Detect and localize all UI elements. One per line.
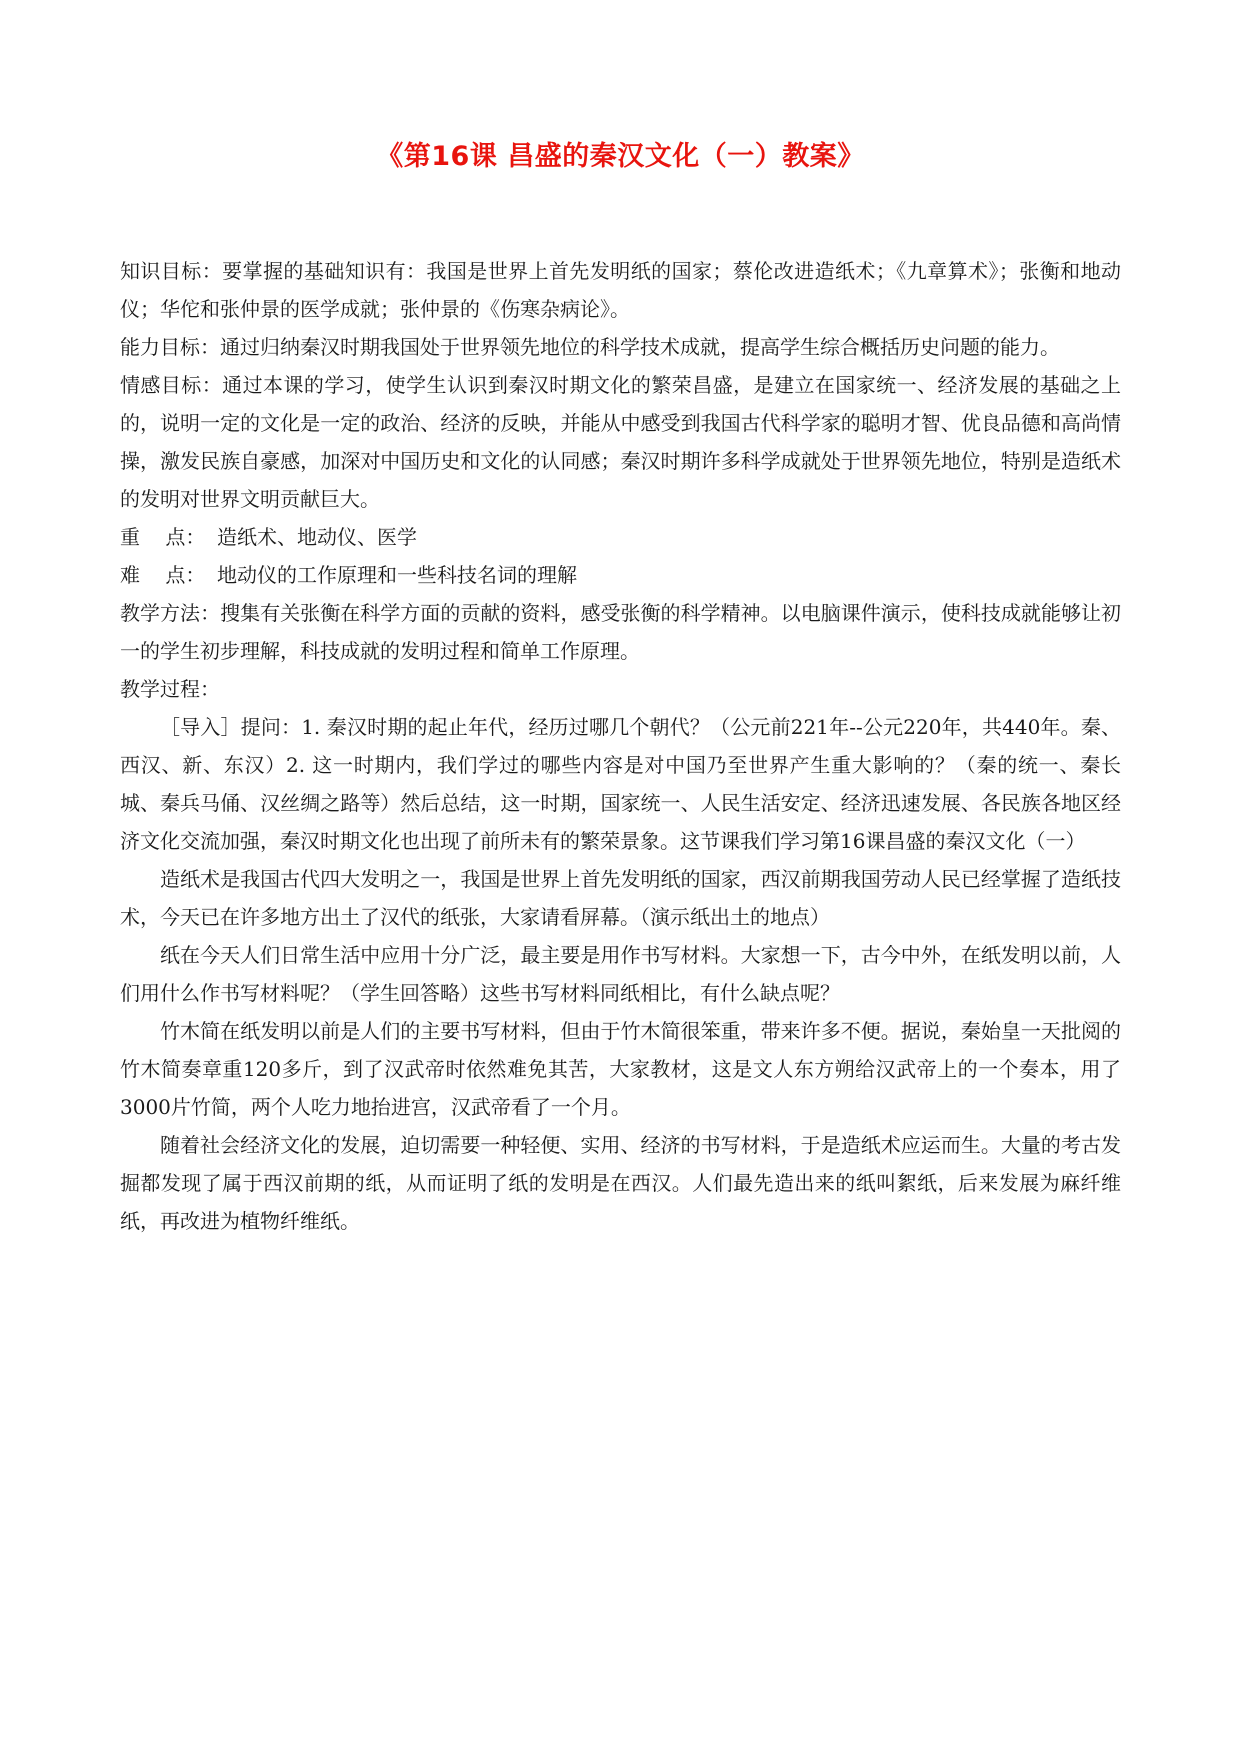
teaching-method: 教学方法：搜集有关张衡在科学方面的贡献的资料，感受张衡的科学精神。以电脑课件演示，使科技成就能够让初一的学生初步理解，科技成就的发明过程和简单工作原理。 — [120, 601, 1121, 663]
teaching-process-heading: 教学过程： — [120, 677, 220, 701]
emotion-objective: 情感目标：通过本课的学习，使学生认识到秦汉时期文化的繁荣昌盛，是建立在国家统一、经济发展的基础之上的，说明一定的文化是一定的政治、经济的反映，并能从中感受到我国古代科学家的聪明才智、优良品德和高尚情操，激发民族自豪感，加深对中国历史和文化的认同感；秦汉时期许多科学成就处于世界领先地位，特别是造纸术的发明对世界文明贡献巨大。 — [120, 373, 1121, 511]
difficulty-label: 难 点： — [120, 563, 206, 587]
key-point-text: 造纸术、地动仪、医学 — [217, 525, 417, 549]
ability-objective: 能力目标：通过归纳秦汉时期我国处于世界领先地位的科学技术成就，提高学生综合概括历史问题的能力。 — [120, 335, 1060, 359]
body-paragraph: 造纸术是我国古代四大发明之一，我国是世界上首先发明纸的国家，西汉前期我国劳动人民已经掌握了造纸技术，今天已在许多地方出土了汉代的纸张，大家请看屏幕。（演示纸出土的地点） — [120, 867, 1121, 929]
key-point — [120, 518, 1121, 556]
key-point-label: 重 点： — [120, 525, 206, 549]
body-paragraph: 竹木简在纸发明以前是人们的主要书写材料，但由于竹木简很笨重，带来许多不便。据说，秦始皇一天批阅的竹木简奏章重120多斤，到了汉武帝时依然难免其苦，大家教材，这是文人东方朔给汉武帝上的一个奏本，用了3000片竹简，两个人吃力地抬进宫，汉武帝看了一个月。 — [120, 1019, 1121, 1119]
knowledge-objective: 知识目标：要掌握的基础知识有：我国是世界上首先发明纸的国家；蔡伦改进造纸术；《九章算术》；张衡和地动仪；华佗和张仲景的医学成就；张仲景的《伤寒杂病论》。 — [120, 259, 1121, 321]
body-paragraph: 随着社会经济文化的发展，迫切需要一种轻便、实用、经济的书写材料，于是造纸术应运而生。大量的考古发掘都发现了属于西汉前期的纸，从而证明了纸的发明是在西汉。人们最先造出来的纸叫絮纸，后来发展为麻纤维纸，再改进为植物纤维纸。 — [120, 1133, 1121, 1233]
difficulty-text: 地动仪的工作原理和一些科技名词的理解 — [217, 563, 577, 587]
body-paragraph: 纸在今天人们日常生活中应用十分广泛，最主要是用作书写材料。大家想一下，古今中外，在纸发明以前，人们用什么作书写材料呢？（学生回答略）这些书写材料同纸相比，有什么缺点呢？ — [120, 943, 1121, 1005]
body-paragraph: ［导入］提问：1. 秦汉时期的起止年代，经历过哪几个朝代？（公元前221年--公元220年，共440年。秦、西汉、新、东汉）2. 这一时期内，我们学过的哪些内容是对中国乃至世界产生重大影响的？（秦的统一、秦长城、秦兵马俑、汉丝绸之路等）然后总结，这一时期，国家统一、人民生活安定、经济迅速发展、各民族各地区经济文化交流加强，秦汉时期文化也出现了前所未有的繁荣景象。这节课我们学习第16课昌盛的秦汉文化（一） — [120, 715, 1121, 853]
document-title: 《第16课 昌盛的秦汉文化（一）教案》 — [376, 141, 865, 172]
difficulty-point — [120, 556, 1121, 594]
document-body — [120, 252, 1121, 1240]
